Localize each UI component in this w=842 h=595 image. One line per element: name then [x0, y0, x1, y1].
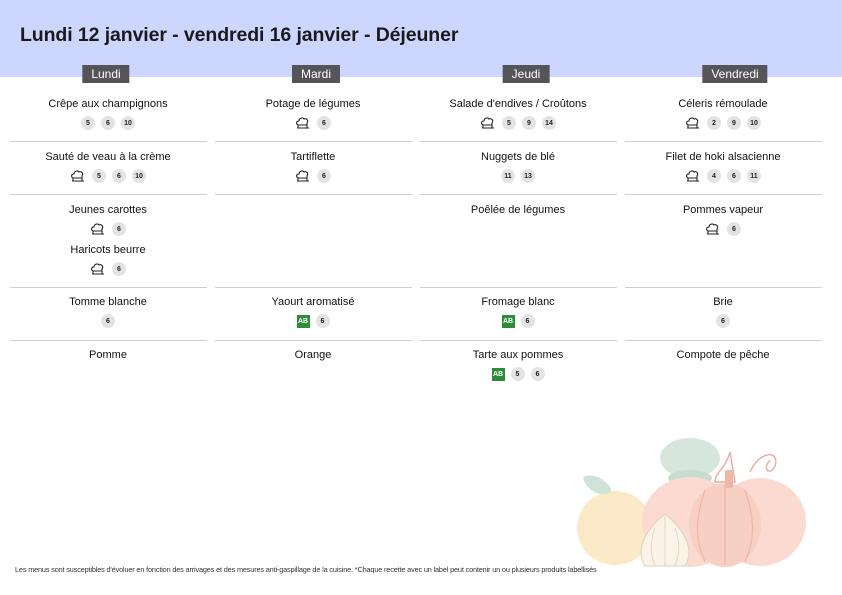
dish-name: Pommes vapeur — [682, 204, 764, 216]
allergen-badge: 11 — [501, 169, 515, 183]
allergen-badge: 6 — [727, 222, 741, 236]
menu-item — [215, 151, 411, 184]
dish-name: Potage de légumes — [265, 98, 361, 110]
allergen-badges — [420, 115, 616, 131]
dish-name: Orange — [294, 349, 332, 361]
allergen-badge: 13 — [521, 169, 535, 183]
chef-hat-icon — [480, 116, 496, 130]
menu-item — [625, 204, 821, 237]
menu-item — [625, 98, 821, 131]
dish-name: Compote de pêche — [676, 349, 770, 361]
allergen-badge: 5 — [81, 116, 95, 130]
allergen-badge: 5 — [511, 367, 525, 381]
allergen-badge: 6 — [112, 169, 126, 183]
allergen-badge: 11 — [747, 169, 761, 183]
allergen-badge: 5 — [92, 169, 106, 183]
dish-name: Sauté de veau à la crème — [45, 151, 171, 163]
chef-hat-icon — [90, 262, 106, 276]
row-divider — [10, 287, 207, 288]
allergen-badge: 10 — [121, 116, 135, 130]
allergen-badges — [215, 313, 411, 329]
row-divider — [625, 340, 822, 341]
menu-item — [420, 296, 616, 329]
dish-name: Tartiflette — [290, 151, 336, 163]
chef-hat-icon — [295, 116, 311, 130]
allergen-badge: 6 — [101, 116, 115, 130]
allergen-badge: 5 — [502, 116, 516, 130]
dish-name: Salade d'endives / Croûtons — [449, 98, 587, 110]
allergen-badge: 10 — [747, 116, 761, 130]
allergen-badges — [625, 115, 821, 131]
dish-name: Nuggets de blé — [481, 151, 555, 163]
dish-name: Tomme blanche — [69, 296, 147, 308]
menu-item — [625, 151, 821, 184]
row-divider — [10, 340, 207, 341]
menu-item — [420, 151, 616, 184]
allergen-badge: 9 — [727, 116, 741, 130]
row-divider — [420, 194, 617, 195]
allergen-badges — [215, 115, 411, 131]
allergen-badges — [10, 261, 206, 277]
allergen-badge: 6 — [521, 314, 535, 328]
allergen-badge: 6 — [716, 314, 730, 328]
organic-label-icon: AB — [502, 315, 515, 328]
allergen-badges — [625, 221, 821, 237]
allergen-badges — [420, 313, 616, 329]
chef-hat-icon — [705, 222, 721, 236]
dish-name: Céleris rémoulade — [678, 98, 768, 110]
allergen-badge: 6 — [317, 169, 331, 183]
row-divider — [215, 141, 412, 142]
menu-item — [420, 204, 616, 217]
page-title: Lundi 12 janvier - vendredi 16 janvier - Déjeuner — [20, 24, 459, 46]
allergen-badges — [215, 168, 411, 184]
allergen-badge: 9 — [522, 116, 536, 130]
row-divider — [625, 194, 822, 195]
allergen-badge: 6 — [727, 169, 741, 183]
allergen-badges — [10, 313, 206, 329]
menu-item — [10, 204, 206, 237]
allergen-badges — [10, 168, 206, 184]
row-divider — [420, 287, 617, 288]
row-divider — [215, 194, 412, 195]
allergen-badge: 6 — [101, 314, 115, 328]
menu-item — [420, 349, 616, 382]
allergen-badge: 6 — [112, 222, 126, 236]
allergen-badges — [10, 115, 206, 131]
dish-name: Brie — [713, 296, 733, 308]
row-divider — [10, 194, 207, 195]
dish-name: Yaourt aromatisé — [271, 296, 355, 308]
row-divider — [420, 340, 617, 341]
dish-name: Poêlée de légumes — [470, 204, 566, 216]
chef-hat-icon — [685, 169, 701, 183]
row-divider — [215, 287, 412, 288]
row-divider — [10, 141, 207, 142]
dish-name: Filet de hoki alsacienne — [665, 151, 781, 163]
allergen-badge: 6 — [531, 367, 545, 381]
chef-hat-icon — [90, 222, 106, 236]
menu-item — [420, 98, 616, 131]
menu-item — [10, 296, 206, 329]
dish-name: Crêpe aux champignons — [48, 98, 168, 110]
menu-item — [215, 349, 411, 362]
row-divider — [215, 340, 412, 341]
dish-name: Fromage blanc — [481, 296, 555, 308]
footnote: Les menus sont susceptibles d'évoluer en fonction des arrivages et des mesures anti-gaspillage de la cuisine. *Chaque recette avec un label peut contenir un ou plusieurs produits labellisés — [15, 565, 597, 574]
day-header-lundi: Lundi — [82, 65, 129, 83]
allergen-badges — [10, 221, 206, 237]
allergen-badges — [625, 313, 821, 329]
menu-item — [215, 98, 411, 131]
allergen-badge: 6 — [112, 262, 126, 276]
dish-name: Jeunes carottes — [69, 204, 147, 216]
allergen-badges — [625, 168, 821, 184]
chef-hat-icon — [70, 169, 86, 183]
menu-item — [625, 349, 821, 362]
organic-label-icon: AB — [492, 368, 505, 381]
dish-name: Tarte aux pommes — [472, 349, 564, 361]
row-divider — [625, 287, 822, 288]
menu-item — [10, 349, 206, 362]
allergen-badge: 14 — [542, 116, 556, 130]
menu-item — [215, 296, 411, 329]
allergen-badge: 6 — [316, 314, 330, 328]
chef-hat-icon — [295, 169, 311, 183]
menu-item — [10, 98, 206, 131]
allergen-badges — [420, 366, 616, 382]
chef-hat-icon — [685, 116, 701, 130]
organic-label-icon: AB — [297, 315, 310, 328]
allergen-badge: 10 — [132, 169, 146, 183]
vegetables-illustration — [575, 430, 815, 570]
allergen-badge: 6 — [317, 116, 331, 130]
day-header-mardi: Mardi — [292, 65, 340, 83]
menu-item — [10, 244, 206, 277]
day-header-vendredi: Vendredi — [702, 65, 767, 83]
allergen-badge: 4 — [707, 169, 721, 183]
allergen-badges — [420, 168, 616, 184]
allergen-badge: 2 — [707, 116, 721, 130]
row-divider — [420, 141, 617, 142]
dish-name: Pomme — [89, 349, 127, 361]
menu-item — [625, 296, 821, 329]
menu-item — [10, 151, 206, 184]
row-divider — [625, 141, 822, 142]
dish-name: Haricots beurre — [70, 244, 146, 256]
day-header-jeudi: Jeudi — [503, 65, 550, 83]
